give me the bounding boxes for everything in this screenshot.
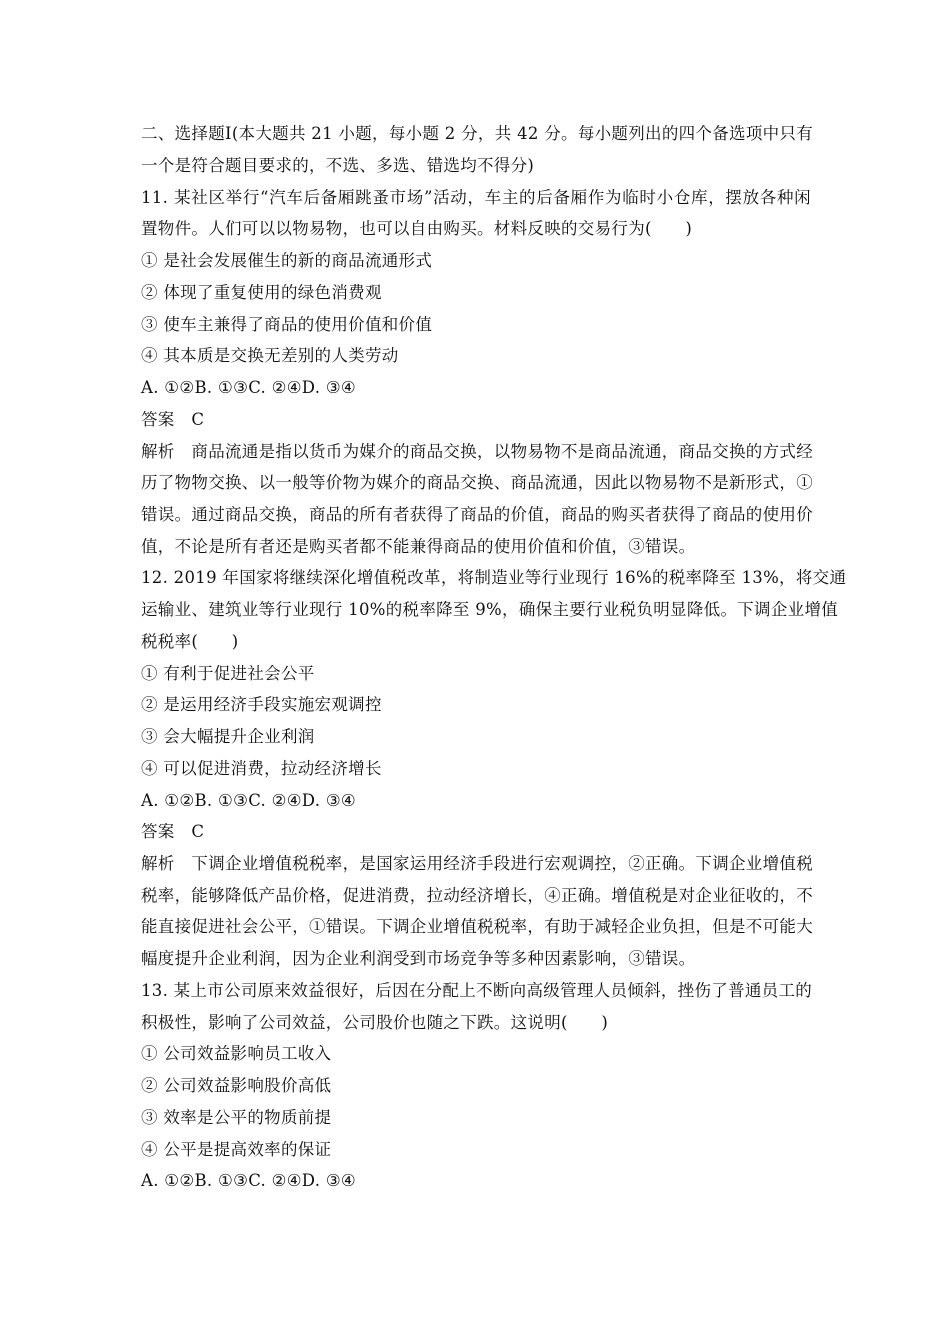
question-13-option-3: ③ 效率是公平的物质前提 bbox=[141, 1108, 332, 1127]
question-12-option-4: ④ 可以促进消费，拉动经济增长 bbox=[141, 759, 382, 778]
question-11-option-1: ① 是社会发展催生的新的商品流通形式 bbox=[141, 251, 433, 270]
question-12-analysis: 税率，能够降低产品价格，促进消费，拉动经济增长，④正确。增值税是对企业征收的，不 bbox=[141, 886, 813, 905]
question-12-analysis: 幅度提升企业利润，因为企业利润受到市场竞争等多种因素影响，③错误。 bbox=[141, 949, 696, 968]
question-13-stem: 积极性，影响了公司效益，公司股价也随之下跌。这说明( ) bbox=[141, 1013, 609, 1032]
question-11-analysis: 历了物物交换、以一般等价物为媒介的商品交换、商品流通，因此以物易物不是新形式，① bbox=[141, 473, 813, 492]
question-12-stem: 12. 2019 年国家将继续深化增值税改革，将制造业等行业现行 16%的税率降至 13%，将交通 bbox=[141, 568, 847, 587]
question-13-choices: A. ①②B. ①③C. ②④D. ③④ bbox=[141, 1171, 357, 1190]
question-11-answer: 答案 C bbox=[141, 410, 205, 429]
question-11-stem: 置物件。人们可以以物易物，也可以自由购买。材料反映的交易行为( ) bbox=[141, 219, 693, 238]
question-12-stem: 税税率( ) bbox=[141, 632, 239, 651]
question-11-analysis: 解析 商品流通是指以货币为媒介的商品交换，以物易物不是商品流通，商品交换的方式经 bbox=[141, 442, 813, 461]
question-13-option-4: ④ 公平是提高效率的保证 bbox=[141, 1140, 332, 1159]
question-12-option-1: ① 有利于促进社会公平 bbox=[141, 664, 315, 683]
question-12-option-2: ② 是运用经济手段实施宏观调控 bbox=[141, 695, 382, 714]
question-12-stem: 运输业、建筑业等行业现行 10%的税率降至 9%，确保主要行业税负明显降低。下调企业增值 bbox=[141, 600, 839, 619]
question-11-option-4: ④ 其本质是交换无差别的人类劳动 bbox=[141, 346, 399, 365]
question-12-analysis: 能直接促进社会公平，①错误。下调企业增值税税率，有助于减轻企业负担，但是不可能大 bbox=[141, 917, 813, 936]
question-13-option-1: ① 公司效益影响员工收入 bbox=[141, 1044, 332, 1063]
question-13-stem: 13. 某上市公司原来效益很好，后因在分配上不断向高级管理人员倾斜，挫伤了普通员工的 bbox=[141, 981, 813, 1000]
question-12-answer: 答案 C bbox=[141, 822, 205, 841]
question-11-option-2: ② 体现了重复使用的绿色消费观 bbox=[141, 283, 382, 302]
question-11-option-3: ③ 使车主兼得了商品的使用价值和价值 bbox=[141, 315, 433, 334]
question-12-choices: A. ①②B. ①③C. ②④D. ③④ bbox=[141, 791, 357, 810]
section-title: 二、选择题Ⅰ(本大题共 21 小题，每小题 2 分，共 42 分。每小题列出的四个备选项中只有 bbox=[141, 124, 814, 143]
question-11-analysis: 值，不论是所有者还是购买者都不能兼得商品的使用价值和价值，③错误。 bbox=[141, 537, 696, 556]
section-title-continued: 一个是符合题目要求的，不选、多选、错选均不得分) bbox=[141, 156, 535, 175]
question-11-stem: 11. 某社区举行“汽车后备厢跳蚤市场”活动，车主的后备厢作为临时小仓库，摆放各种闲 bbox=[141, 188, 811, 207]
question-11-choices: A. ①②B. ①③C. ②④D. ③④ bbox=[141, 378, 357, 397]
question-12-option-3: ③ 会大幅提升企业利润 bbox=[141, 727, 315, 746]
question-12-analysis: 解析 下调企业增值税税率，是国家运用经济手段进行宏观调控，②正确。下调企业增值税 bbox=[141, 854, 813, 873]
question-11-analysis: 错误。通过商品交换，商品的所有者获得了商品的价值，商品的购买者获得了商品的使用价 bbox=[141, 505, 813, 524]
question-13-option-2: ② 公司效益影响股价高低 bbox=[141, 1076, 332, 1095]
